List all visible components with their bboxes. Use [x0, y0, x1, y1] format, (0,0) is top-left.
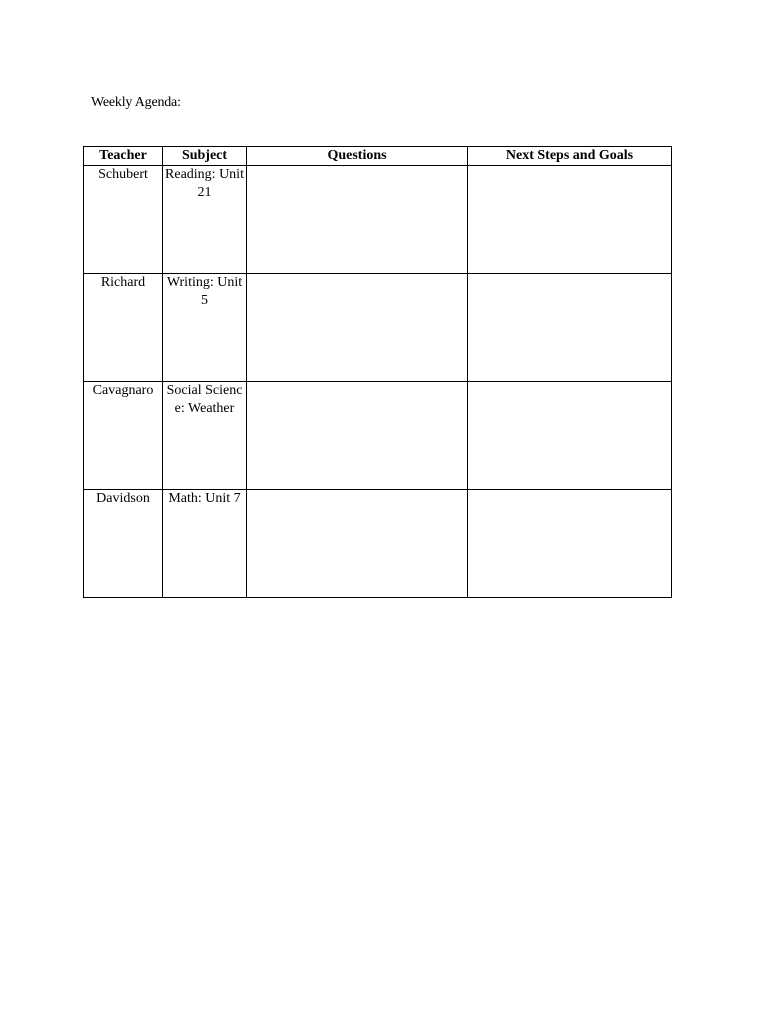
table-row — [84, 490, 672, 598]
next-steps-cell[interactable] — [468, 382, 672, 490]
subject-name: Math: Unit 7 — [168, 491, 241, 506]
questions-cell[interactable] — [247, 490, 468, 598]
teacher-cell — [84, 490, 163, 598]
teacher-name: Richard — [100, 275, 146, 290]
table-row — [84, 382, 672, 490]
subject-name: Writing: Unit 5 — [166, 275, 243, 308]
subject-name: Reading: Unit 21 — [165, 167, 244, 200]
next-steps-cell[interactable] — [468, 490, 672, 598]
header-teacher: Teacher — [84, 147, 163, 166]
subject-cell — [163, 382, 247, 490]
subject-cell — [163, 274, 247, 382]
header-subject: Subject — [163, 147, 247, 166]
teacher-cell — [84, 166, 163, 274]
questions-cell[interactable] — [247, 382, 468, 490]
subject-cell — [163, 166, 247, 274]
weekly-agenda-table — [83, 146, 672, 598]
table-row — [84, 274, 672, 382]
header-next-steps: Next Steps and Goals — [468, 147, 672, 166]
teacher-cell — [84, 274, 163, 382]
teacher-name: Cavagnaro — [92, 383, 154, 398]
table-header-row — [84, 147, 672, 166]
questions-cell[interactable] — [247, 274, 468, 382]
questions-cell[interactable] — [247, 166, 468, 274]
next-steps-cell[interactable] — [468, 274, 672, 382]
teacher-name: Davidson — [96, 491, 150, 506]
subject-name: Social Science: Weather — [166, 383, 243, 416]
teacher-cell — [84, 382, 163, 490]
subject-cell — [163, 490, 247, 598]
header-questions: Questions — [247, 147, 468, 166]
next-steps-cell[interactable] — [468, 166, 672, 274]
teacher-name: Schubert — [98, 167, 148, 182]
table-row — [84, 166, 672, 274]
page-title: Weekly Agenda: — [91, 95, 181, 110]
